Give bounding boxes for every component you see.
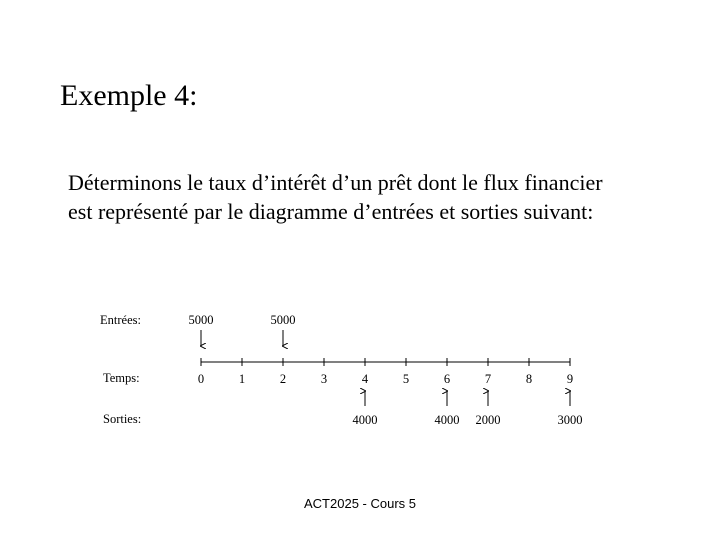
time-tick-label: 8 [525,372,533,386]
row-label-temps: Temps: [103,371,140,385]
time-tick-label: 1 [238,372,246,386]
slide-body-text [68,168,688,226]
time-tick-label: 0 [197,372,205,386]
slide-title: Exemple 4: [60,79,198,112]
time-tick-label: 2 [279,372,287,386]
time-ticks [198,358,573,386]
entree-amount: 5000 [188,313,214,327]
time-tick-label: 3 [320,372,328,386]
sortie-amount: 2000 [475,413,501,427]
sortie-amount: 4000 [434,413,460,427]
time-tick-label: 9 [566,372,574,386]
time-tick-label: 6 [443,372,451,386]
entrees-flows [189,313,296,346]
time-tick-label: 7 [484,372,492,386]
entree-amount: 5000 [270,313,296,327]
body-line-2: est représenté par le diagramme d’entrées et sorties suivant: [68,199,594,224]
time-tick-label: 4 [361,372,369,386]
row-label-entrees: Entrées: [100,313,141,327]
body-line-1: Déterminons le taux d’intérêt d’un prêt dont le flux financier [68,170,603,195]
slide-footer: ACT2025 - Cours 5 [304,496,416,511]
sortie-amount: 4000 [352,413,378,427]
time-tick-label: 5 [402,372,410,386]
row-label-sorties: Sorties: [103,412,142,426]
sortie-amount: 3000 [557,413,583,427]
sorties-flows [353,391,583,427]
